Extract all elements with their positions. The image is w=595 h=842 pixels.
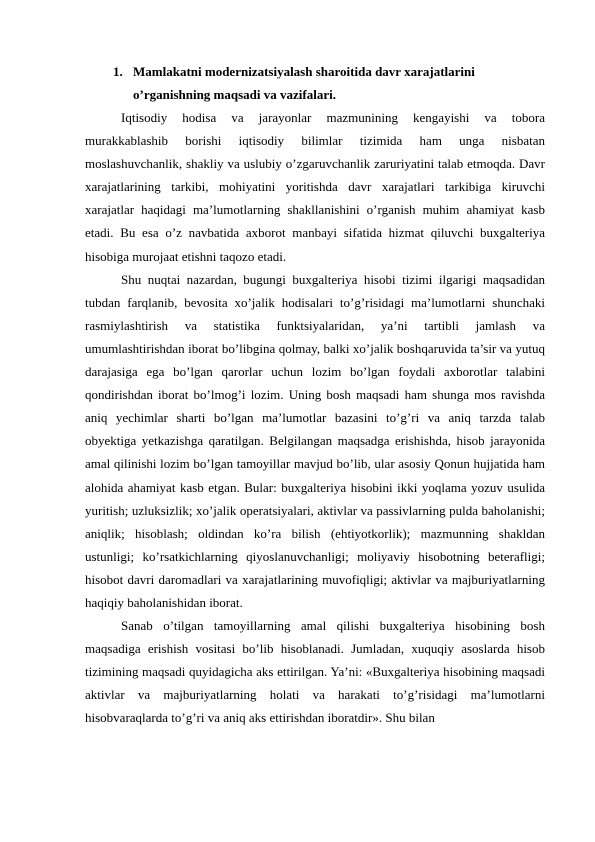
section-number: 1. [113,64,123,79]
section-heading [85,60,545,106]
document-page [85,60,545,730]
section-heading-line2: o’rganishning maqsadi va vazifalari. [133,87,336,102]
section-heading-line1: Mamlakatni modernizatsiyalash sharoitida davr xarajatlarini [133,64,475,79]
paragraph-3: Sanab o’tilgan tamoyillarning amal qilishi buxgalteriya hisobining bosh maqsadiga erishish vositasi bo’lib hisoblanadi. Jumladan, xuquqiy asoslarda hisob tizimining maqsadi quyidagicha aks ettirilgan. Ya’ni: «Buxgalteriya hisobining maqsadi aktivlar va majburiyatlarning holati va harakati to’g’risidagi ma’lumotlarni hisobvaraqlarda to’g’ri va aniq aks ettirishdan iboratdir». Shu bilan [85,618,545,726]
paragraph-2: Shu nuqtai nazardan, bugungi buxgalteriya hisobi tizimi ilgarigi maqsadidan tubdan farqlanib, bevosita xo’jalik hodisalari to’g’risidagi ma’lumotlarni shunchaki rasmiylashtirish va statistika funktsiyalaridan, ya’ni tartibli jamlash va umumlashtirishdan iborat bo’libgina qolmay, balki xo’jalik boshqaruvida ta’sir va yutuq darajasiga ega bo’lgan qarorlar uchun lozim bo’lgan foydali axborotlar talabini qondirishdan iborat bo’lmog’i lozim. Uning bosh maqsadi ham shunga mos ravishda aniq yechimlar sharti bo’lgan ma’lumotlar bazasini to’g’ri va aniq tarzda talab obyektiga yetkazishga qaratilgan. Belgilangan maqsadga erishishda, hisob jarayonida amal qilinishi lozim bo’lgan tamoyillar mavjud bo’lib, ular asosiy Qonun hujjatida ham alohida ahamiyat kasb etgan. Bular: buxgalteriya hisobini ikki yoqlama yozuv usulida yuritish; uzluksizlik; xo’jalik operatsiyalari, aktivlar va passivlarning pulda baholanishi; aniqlik; hisoblash; oldindan ko’ra bilish (ehtiyotkorlik); mazmunning shakldan ustunligi; ko’rsatkichlarning qiyoslanuvchanligi; moliyaviy hisobotning beterafligi; hisobot davri daromadlari va xarajatlarining muvofiqligi; aktivlar va majburiyatlarning haqiqiy baholanishidan iborat. [85,271,545,610]
paragraph-1: Iqtisodiy hodisa va jarayonlar mazmunining kengayishi va tobora murakkablashib borishi iqtisodiy bilimlar tizimida ham unga nisbatan moslashuvchanlik, shakliy va uslubiy o’zgaruvchanlik zaruriyatini talab etmoqda. Davr xarajatlarining tarkibi, mohiyatini yoritishda davr xarajatlari tarkibiga kiruvchi xarajatlar haqidagi ma’lumotlarning shakllanishini o’rganish muhim ahamiyat kasb etadi. Bu esa o’z navbatida axborot manbayi sifatida hizmat qiluvchi buxgalteriya hisobiga murojaat etishni taqozo etadi. [85,110,545,264]
